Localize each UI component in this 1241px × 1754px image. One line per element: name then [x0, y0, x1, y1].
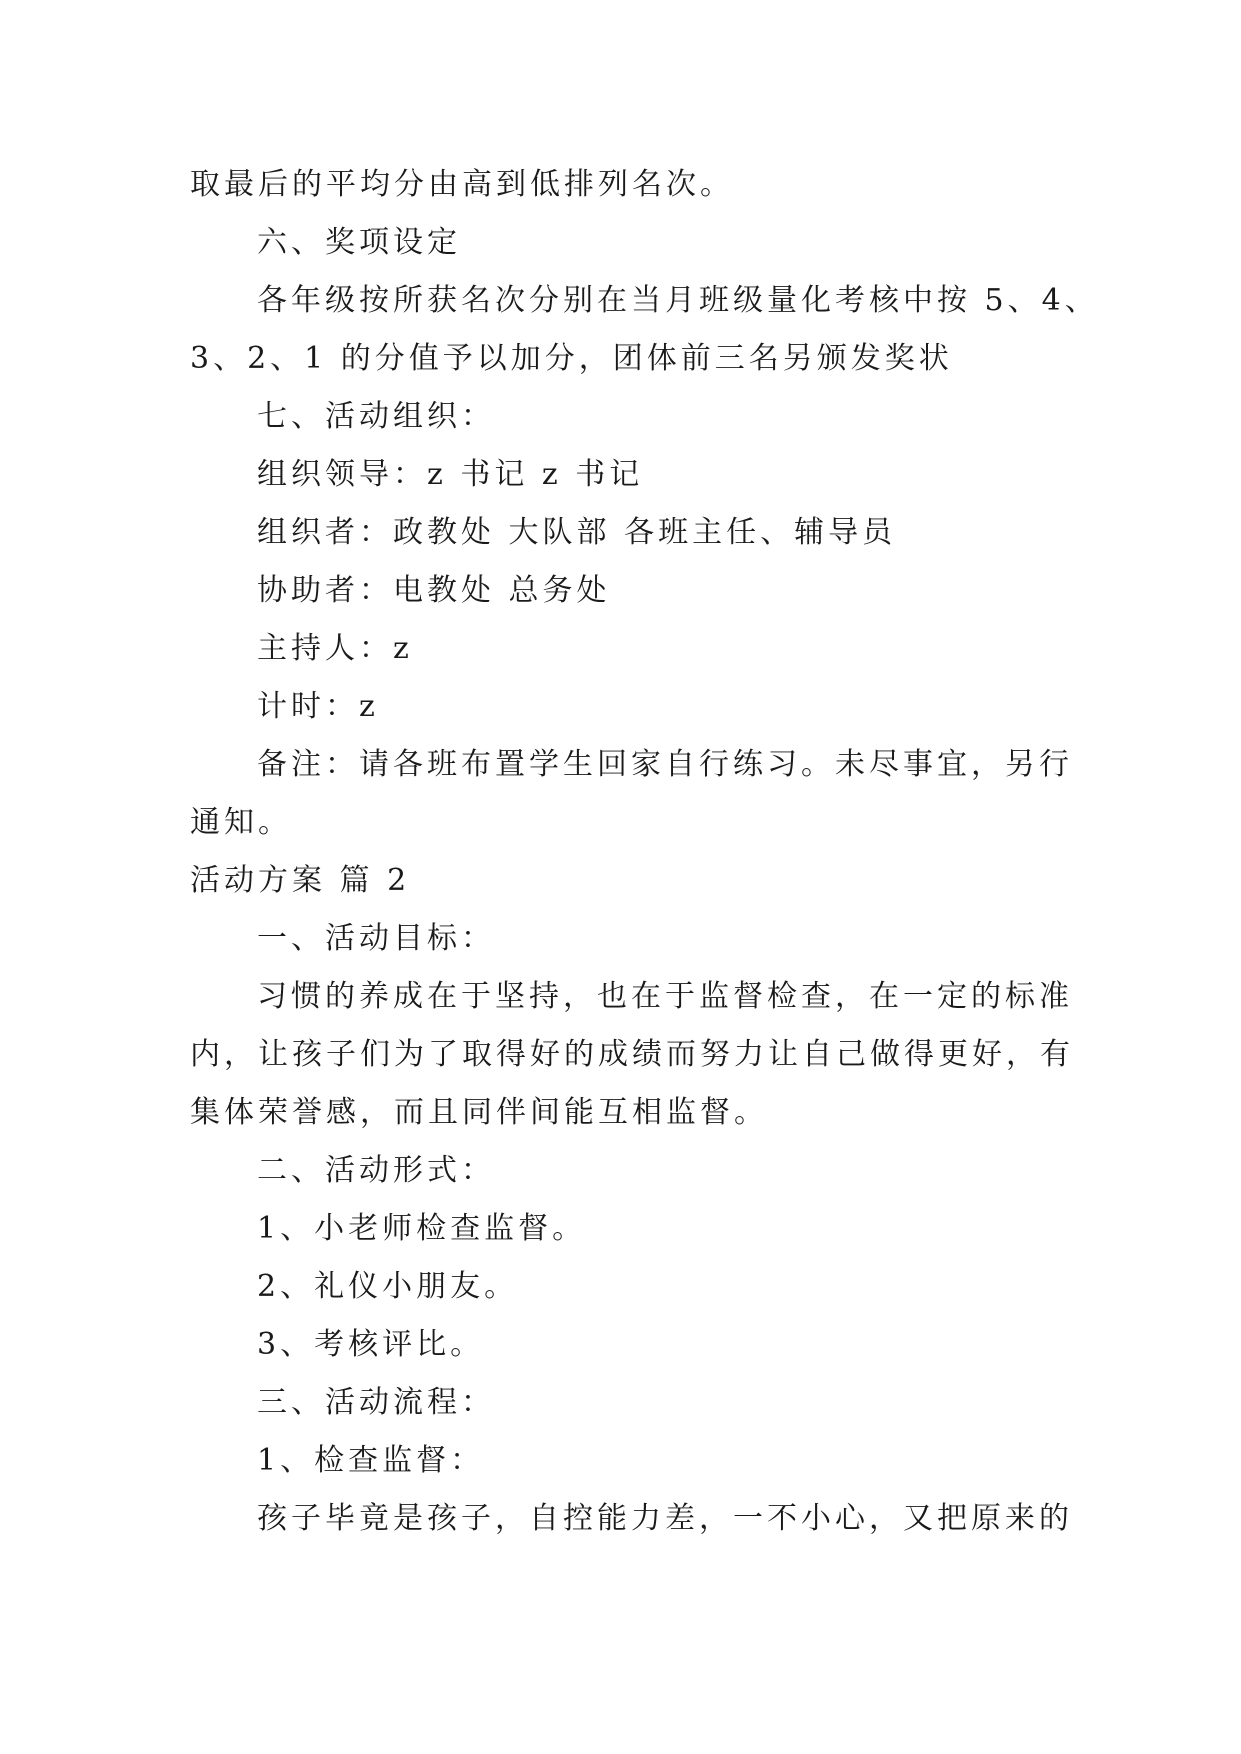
paragraph-line: 孩子毕竟是孩子，自控能力差，一不小心，又把原来的 [257, 1501, 1073, 1536]
paragraph-line: 习惯的养成在于坚持，也在于监督检查，在一定的标准 [257, 979, 1073, 1014]
list-item: 1、检查监督： [257, 1443, 485, 1478]
paragraph-line: 通知。 [190, 805, 292, 840]
section-heading-awards: 六、奖项设定 [257, 225, 461, 260]
paragraph-line: 计时：z [257, 689, 379, 724]
list-item: 2、礼仪小朋友。 [257, 1269, 519, 1304]
paragraph-line: 主持人：z [257, 631, 413, 666]
section-heading-form: 二、活动形式： [257, 1153, 495, 1188]
paragraph-line: 集体荣誉感，而且同伴间能互相监督。 [190, 1095, 768, 1130]
paragraph-line: 组织者：政教处 大队部 各班主任、辅导员 [257, 515, 897, 550]
paragraph-line: 取最后的平均分由高到低排列名次。 [190, 167, 734, 202]
paragraph-line: 协助者：电教处 总务处 [257, 573, 611, 608]
list-item: 3、考核评比。 [257, 1327, 485, 1362]
section-heading-process: 三、活动流程： [257, 1385, 495, 1420]
paragraph-line: 组织领导：z 书记 z 书记 [257, 457, 644, 492]
list-item: 1、小老师检查监督。 [257, 1211, 587, 1246]
plan-title: 活动方案 篇 2 [190, 863, 411, 898]
section-heading-organization: 七、活动组织： [257, 399, 495, 434]
section-heading-goals: 一、活动目标： [257, 921, 495, 956]
paragraph-line: 备注：请各班布置学生回家自行练习。未尽事宜，另行 [257, 747, 1073, 782]
paragraph-line: 各年级按所获名次分别在当月班级量化考核中按 5、4、 [257, 283, 1099, 318]
paragraph-line: 3、2、1 的分值予以加分，团体前三名另颁发奖状 [190, 341, 953, 376]
paragraph-line: 内，让孩子们为了取得好的成绩而努力让自己做得更好，有 [190, 1037, 1074, 1072]
